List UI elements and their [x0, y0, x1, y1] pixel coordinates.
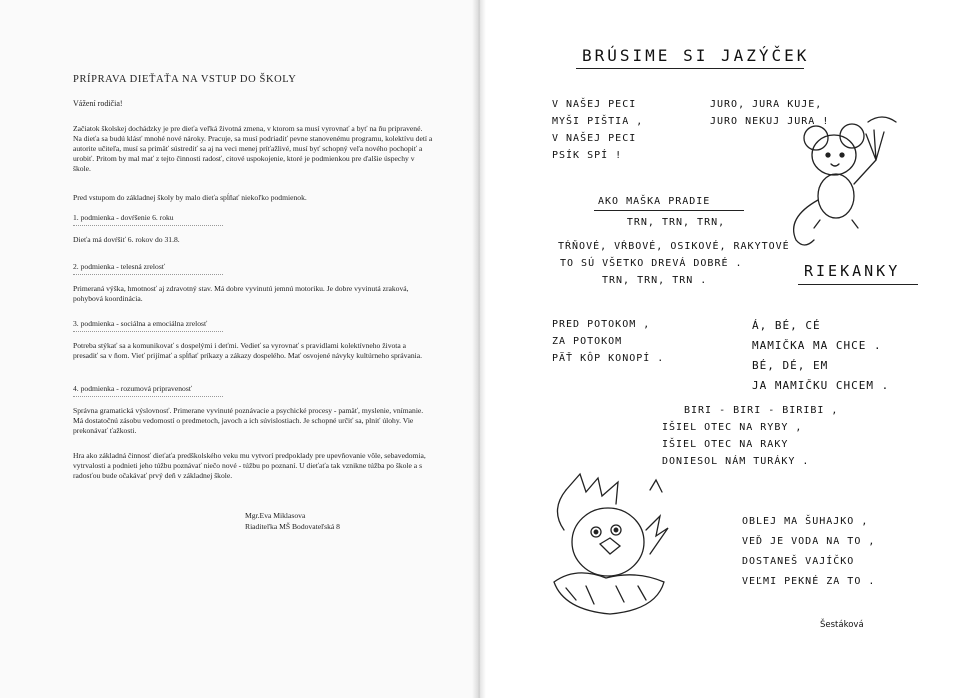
intro-paragraph-2: Pred vstupom do základnej školy by malo dieťa spĺňať niekoľko podmienok.	[73, 193, 307, 202]
divider	[73, 331, 223, 332]
condition-3	[73, 319, 433, 361]
poem-line: PSÍK SPÍ !	[552, 150, 623, 161]
poem-line: VEĽMI PEKNÉ ZA TO .	[742, 576, 876, 587]
poem-line: TO SÚ VŠETKO DREVÁ DOBRÉ .	[560, 258, 743, 269]
story-title-underline	[594, 210, 744, 211]
rhymes-title-underline	[798, 284, 918, 285]
poem-line: V NAŠEJ PECI	[552, 99, 637, 110]
poem-line: Á, BÉ, CÉ	[752, 319, 821, 332]
poem-line: V NAŠEJ PECI	[552, 133, 637, 144]
divider	[73, 274, 223, 275]
poem-line: IŠIEL OTEC NA RYBY ,	[662, 422, 803, 433]
poem-line: MAMIČKA MA CHCE .	[752, 339, 882, 352]
page-title: PRÍPRAVA DIEŤAŤA NA VSTUP DO ŠKOLY	[73, 74, 297, 85]
condition-text: Primeraná výška, hmotnosť aj zdravotný stav. Má dobre vyvinutú jemnú motoriku. Je dobre vyvinutá zraková, pohybová koordinácia.	[73, 284, 409, 303]
rhyme-4	[742, 512, 875, 592]
poem-line: IŠIEL OTEC NA RAKY	[662, 439, 789, 450]
story-lines-rest	[558, 238, 790, 289]
poem-line: OBLEJ MA ŠUHAJKO ,	[742, 516, 869, 527]
rhyme-1	[552, 316, 664, 367]
poem-line: DONIESOL NÁM TURÁKY .	[662, 456, 810, 467]
poem-line: BIRI - BIRI - BIRIBI ,	[684, 405, 839, 416]
poem-line: PRED POTOKOM ,	[552, 319, 651, 330]
condition-heading: 4. podmienka - rozumová pripravenosť	[73, 384, 193, 393]
author-credit: Šestáková	[820, 620, 864, 630]
left-page	[0, 0, 478, 698]
condition-text: Potreba stýkať sa a komunikovať s dospelými i deťmi. Vedieť sa vyrovnať s pravidlami kolektívneho života a presadiť sa v ňom. Vieť prijímať a spĺňať príkazy a zákazy dospelého. Mať osvojené návyky kultúrneho správania.	[73, 341, 423, 360]
main-title-underline	[576, 68, 804, 69]
poem-line: MYŠI PIŠTIA ,	[552, 116, 644, 127]
signature-name: Mgr.Eva Miklasova	[245, 511, 306, 520]
poem-line: JURO, JURA KUJE,	[710, 99, 823, 110]
condition-4	[73, 384, 433, 436]
condition-heading: 2. podmienka - telesná zrelosť	[73, 262, 166, 271]
condition-heading: 3. podmienka - sociálna a emociálna zrelosť	[73, 319, 208, 328]
closing-paragraph: Hra ako základná činnosť dieťaťa predškolského veku mu vytvorí predpoklady pre upevňovanie vôle, sebavedomia, vytrvalosti a podnieti jeho túžbu poznávať niečo nové - túžbu po poznaní. U dieťaťa tak vznikne túžba po škole a s radosťou bude očakávať prvý deň v základnej škole.	[73, 451, 426, 480]
salutation: Vážení rodičia!	[73, 99, 123, 108]
divider	[73, 225, 223, 226]
chick-illustration	[546, 470, 676, 620]
right-page	[486, 0, 960, 698]
rhyme-2	[752, 316, 889, 396]
poem-line: DOSTANEŠ VAJÍČKO	[742, 556, 855, 567]
intro-paragraph: Začiatok školskej dochádzky je pre dieťa veľká životná zmena, v ktorom sa musí vyrovnať a byť na ňu pripravené. Na dieťa sa budú klásť mnohé nové nároky. Pracuje, sa musí podriadiť pevne stanovenému programu, kolektívu detí a autorite učiteľa, musí sa primäť sústrediť sa aj na veci menej príťažlivé, musí byť schopný veľa nového pochopiť a urobiť. Pritom by mal mať z tejto činnosti radosť, citové uspokojenie, ktoré je podmienkou pre ďalšie úspechy v škole.	[73, 124, 433, 173]
poem-line: TŔŇOVÉ, VŔBOVÉ, OSIKOVÉ, RAKYTOVÉ	[558, 241, 790, 252]
condition-heading: 1. podmienka - dovŕšenie 6. roku	[73, 213, 174, 222]
rhymes-title: RIEKANKY	[804, 262, 901, 280]
poem-line: ZA POTOKOM	[552, 336, 623, 347]
main-title: BRÚSIME SI JAZÝČEK	[582, 46, 810, 65]
tongue-twister-1	[552, 96, 643, 164]
rhyme-3	[662, 402, 838, 470]
page-gutter	[472, 0, 486, 698]
poem-line: PÄŤ KÔP KONOPÍ .	[552, 353, 665, 364]
mouse-illustration	[786, 100, 926, 250]
condition-text: Dieťa má dovŕšiť 6. rokov do 31.8.	[73, 235, 180, 244]
story-lines	[556, 214, 796, 231]
poem-line: BÉ, DÉ, EM	[752, 359, 829, 372]
signature-role: Riaditeľka MŠ Bodovateľská 8	[245, 522, 340, 531]
poem-line: TRN, TRN, TRN,	[626, 217, 726, 228]
condition-1	[73, 213, 433, 245]
condition-2	[73, 262, 433, 304]
condition-text: Správna gramatická výslovnosť. Primerane vyvinuté poznávacie a psychické procesy - pamäť, myslenie, vnímanie. Má dostatočnú zásobu vedomostí o predmetoch, javoch a ich súvislostiach. Je schopné určiť sa, plniť úlohy. Vie prekonávať ťažkosti.	[73, 406, 424, 435]
poem-line: VEĎ JE VODA NA TO ,	[742, 536, 876, 547]
poem-line: JURO NEKUJ JURA !	[710, 116, 830, 127]
poem-line: JA MAMIČKU CHCEM .	[752, 379, 890, 392]
poem-line: TRN, TRN, TRN .	[602, 275, 708, 286]
story-title: AKO MAŠKA PRADIE	[598, 196, 711, 207]
divider	[73, 396, 223, 397]
